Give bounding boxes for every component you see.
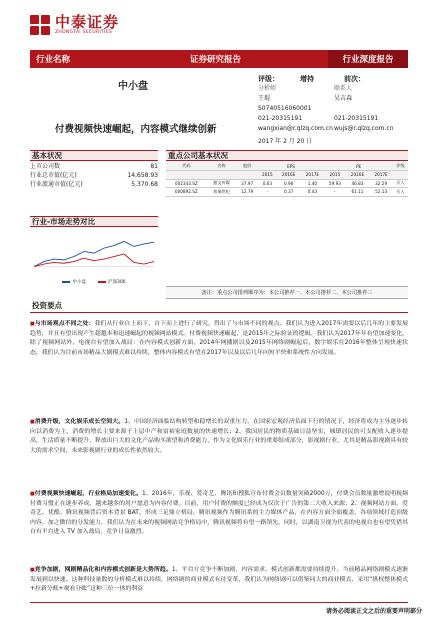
basic-info	[30, 162, 158, 189]
cell: -	[258, 188, 277, 197]
para-differentiation	[30, 320, 408, 358]
footer-divider	[30, 602, 408, 603]
basic-value: 81	[150, 163, 158, 170]
table-row	[166, 188, 408, 197]
footer-disclaimer: 请务必阅读正文之后的重要声明部分	[325, 608, 422, 615]
rating-value: 增持	[300, 75, 314, 83]
sub-header: 2017E	[369, 171, 393, 180]
cell: 61.11	[346, 188, 370, 197]
col-header: 代码	[166, 162, 207, 171]
sub-header: 2015	[258, 171, 277, 180]
banner-depth: 行业深度报告	[328, 50, 408, 68]
para-text: 1、平台方竞争不断加剧，内容需求、模式创新都需要持续提升。当前精品网络剧模式逐渐发展到以快速、这种科技量数的分析模式难以持续，网络剧的商业模式有待变革，我们认为网络剧可以借鉴同大的商业模式，采用“纵权整体模式+拉新分账+观看分账”这种三位一体的利益	[30, 567, 409, 593]
invest-heading: 投资要点	[30, 300, 408, 313]
basic-key: 行业总市值(亿元)	[30, 172, 77, 179]
report-date: 2017 年 2 月 20 日	[258, 138, 313, 145]
cell: 0.43	[301, 188, 325, 197]
header-banner	[30, 50, 408, 68]
para-lead: 竞争加剧，网剧精品化和内容模式创新是大势所趋。	[34, 567, 172, 573]
analyst-email[interactable]: wangxian@r.qlzq.com.cn	[258, 125, 333, 132]
cell: 1.40	[301, 179, 325, 188]
sub-header: 2017E	[301, 171, 325, 180]
trend-chart	[30, 230, 158, 278]
contact-name: 吴吉森	[334, 95, 353, 102]
para-text: 我们从行业自上而下、自下而上进行了研究，得出了与市场不同的观点。我们认为进入2017年需要以后几年的主要发展趋势，并且有望出现产生超越本和迅速崛起的视频网站模式。付费视频快速崛起，是2015年之际验证的逻辑。我们认为2017年年有望加速变化，除了视频网站外，电视台有望加入战局：在内容模式创新方面，2014年网播剧以及2015年网络剧崛起后，数字娱乐在2016年整体呈现快速状态，我们认为目前市场精品大剧模式难以持续，整体内容模式有望在2017年以及以后几年向短平快和系统性方向发展。	[30, 321, 408, 356]
bullet-icon: ■	[30, 321, 35, 327]
cell: 000892.SZ	[166, 188, 207, 197]
logo-mark-icon	[30, 15, 50, 35]
basic-heading: 基本状况	[30, 150, 158, 161]
basic-value: 14,658.93	[127, 172, 158, 179]
analyst-block	[258, 74, 418, 134]
col-header: 名称	[207, 162, 237, 171]
bullet-icon: ■	[30, 491, 35, 497]
para-paid-video	[30, 490, 408, 538]
series-line	[34, 254, 154, 267]
cell: 12.79	[237, 188, 258, 197]
legend-label: 沪深300	[107, 280, 126, 285]
trend-heading: 行业-市场走势对比	[30, 216, 158, 227]
para-consumption	[30, 418, 408, 456]
analyst-role: 分析师	[258, 85, 277, 92]
sub-header: 2016E	[277, 171, 301, 180]
prev-rating-label: 前次：	[344, 75, 365, 83]
companies-table	[166, 162, 408, 197]
report-title: 付费视频快速崛起，内容模式继续创新	[55, 124, 217, 135]
contact-phone: 021-20315191	[334, 115, 379, 122]
cell: 52.13	[369, 188, 393, 197]
cell: -	[324, 188, 345, 197]
cell: 59.93	[324, 179, 345, 188]
contact-email[interactable]: wujs@r.qlzq.com.cn	[334, 125, 394, 132]
rating-label: 评级：	[258, 75, 279, 83]
report-sector: 中小盘	[118, 81, 148, 92]
cell: 0.63	[258, 179, 277, 188]
cell: 0.96	[277, 179, 301, 188]
cell: 欢瑞世纪	[207, 188, 237, 197]
cell: 慈文传媒	[207, 179, 237, 188]
companies-heading: 重点公司基本状况	[166, 150, 408, 161]
cell: 买入	[393, 179, 408, 188]
banner-industry: 行业名称	[36, 55, 71, 65]
legend-swatch	[62, 281, 70, 283]
bullet-icon: ■	[30, 419, 35, 425]
analyst-name: 王琨	[258, 95, 271, 102]
basic-key: 上市公司数	[30, 163, 61, 170]
analyst-phone: 021-20315191	[258, 115, 303, 122]
license-no: S0740516060001	[258, 105, 312, 112]
col-header: PE	[324, 162, 393, 171]
legend-swatch	[98, 281, 106, 283]
table-row	[166, 179, 408, 188]
logo-cn: 中泰证券	[55, 13, 120, 31]
cell: 002343.SZ	[166, 179, 207, 188]
para-lead: 付费视频快速崛起，行业格局加速变化。	[34, 491, 142, 497]
para-lead: 与市场观点不同之处：	[34, 321, 95, 327]
chart-legend	[30, 279, 158, 285]
company-logo	[30, 14, 119, 36]
para-text: 1、中国经济面临结构转型和稳增长的双重压力，在国家宏观经济负面下行的情况下，经济将成为主导逐步转向以消费为主，消费的增长主要来源于上层中产和富裕家庭数量的快速增长；2、我国居民的物质基础日益坚实，城镇居民的可支配收入逐步提高，生活质量不断提升，释放出巨大的文化产品购买欲望和消费能力，作为文化娱乐行业的重要组成部分，影视剧行业，尤其是精品影视剧具有较大的需求空间，未来影视剧行业的成长性依然较大。	[30, 419, 408, 454]
table-note: 备注：重点公司排列顺序为：本公司推荐一、本公司推荐二、本公司推荐三	[166, 286, 408, 299]
cell: 买入	[393, 188, 408, 197]
cell: 0.37	[277, 188, 301, 197]
banner-report-type: 证券研究报告	[190, 55, 242, 65]
sub-header: 2016E	[346, 171, 370, 180]
contact-role: 联系人	[334, 85, 353, 92]
cell: 46.83	[346, 179, 370, 188]
para-competition	[30, 566, 408, 595]
col-header: EPS	[258, 162, 324, 171]
logo-en: ZHONGTAI SECURITIES	[55, 30, 113, 35]
cell: 37.97	[237, 179, 258, 188]
legend-label: 中小盘	[72, 280, 86, 285]
basic-key: 行业流通市值(亿元)	[30, 181, 83, 188]
col-header: 股价	[237, 162, 258, 171]
para-lead: 消费升级，文化娱乐成长空间大。	[34, 419, 125, 425]
para-text: 1、2016年，乐视、爱奇艺、腾讯和搜狐宣布付费会员数量突破2000万，付费会员数量激增说明视频付费习惯正在逐步养成，越来越多的用户愿意为内容付费。目前，用户付费的额度已经成为仅次于广告的第二大收入来源；2、视频网站方面，爱奇艺、优酷、腾讯视频背后资本背景 BAT，形成三足鼎立格局。腾讯视频作为腾讯系的主力媒体产品，在内容方面全面覆盖，各项领域打造顶级内容，加之微信的分发能力，我们认为在未来的视频网站竞争格局中，腾讯视频将有望一路领先，同时，以湖南卫视为代表的电视台也有望凭借其自有平台进入 TV 加入战局，竞争日益激烈。	[30, 491, 409, 536]
cell: 32.29	[369, 179, 393, 188]
bullet-icon: ■	[30, 567, 35, 573]
col-header: 评级	[393, 162, 408, 171]
basic-value: 5,370.68	[131, 181, 158, 188]
sub-header: 2015	[324, 171, 345, 180]
